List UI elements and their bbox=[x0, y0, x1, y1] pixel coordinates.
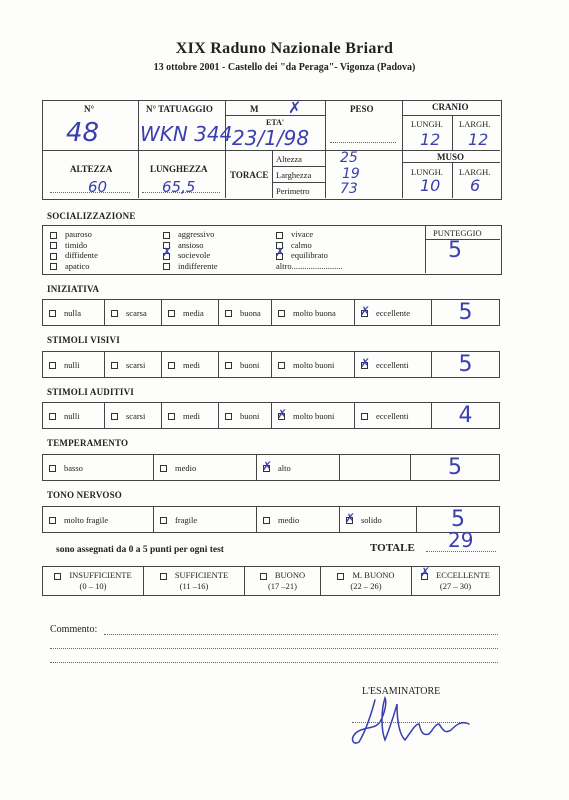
stimoli-visivi-score: 5 bbox=[458, 352, 473, 377]
torace-larghezza-label: Larghezza bbox=[276, 170, 312, 180]
stimoli-visivi-row: nulli scarsi medi buoni molto buoni ✗ eccellenti 5 bbox=[42, 351, 500, 378]
stimoli-auditivi-row: nulli scarsi medi buoni ✗ molto buoni eccellenti 4 bbox=[42, 402, 500, 429]
iniziativa-row: nulla scarsa media buona molto buona ✗ eccellente 5 bbox=[42, 299, 500, 326]
commento-label: Commento: bbox=[50, 624, 98, 635]
checkbox-timido[interactable] bbox=[50, 242, 57, 249]
checkbox-indifferente[interactable] bbox=[163, 263, 170, 270]
checkbox-auditivi-nulli[interactable] bbox=[49, 413, 56, 420]
checkbox-buono[interactable] bbox=[260, 573, 267, 580]
checkbox-auditivi-buoni[interactable] bbox=[225, 413, 232, 420]
tatuaggio-label: N° TATUAGGIO bbox=[146, 104, 213, 114]
checkbox-diffidente[interactable] bbox=[50, 253, 57, 260]
muso-largh-value: 6 bbox=[470, 176, 481, 195]
cranio-label: CRANIO bbox=[432, 102, 469, 112]
totale-label: TOTALE bbox=[370, 542, 415, 554]
checkbox-tono-molto-fragile[interactable] bbox=[49, 517, 56, 524]
checkbox-pauroso[interactable] bbox=[50, 232, 57, 239]
stimoli-visivi-title: STIMOLI VISIVI bbox=[47, 335, 120, 345]
altro-field[interactable]: altro........................ bbox=[276, 260, 343, 271]
muso-label: MUSO bbox=[437, 152, 464, 162]
checkbox-iniziativa-buona[interactable] bbox=[225, 310, 232, 317]
checkbox-auditivi-eccellenti[interactable] bbox=[361, 413, 368, 420]
checkbox-visivi-molto-buoni[interactable] bbox=[278, 362, 285, 369]
torace-perimetro-label: Perimetro bbox=[276, 186, 310, 196]
document-title: XIX Raduno Nazionale Briard bbox=[175, 40, 394, 57]
checkbox-insufficiente[interactable] bbox=[54, 573, 61, 580]
sesso-label: M bbox=[250, 104, 259, 114]
checkbox-tono-solido[interactable] bbox=[346, 517, 353, 524]
checkbox-apatico[interactable] bbox=[50, 263, 57, 270]
checkbox-visivi-eccellenti[interactable] bbox=[361, 362, 368, 369]
muso-lungh-label: LUNGH. bbox=[411, 167, 443, 177]
stimoli-auditivi-score: 4 bbox=[458, 403, 473, 428]
muso-largh-label: LARGH. bbox=[459, 167, 491, 177]
totale-value: 29 bbox=[448, 528, 474, 552]
eta-value: 23/1/98 bbox=[232, 126, 310, 150]
numero-label: N° bbox=[84, 104, 95, 114]
checkbox-eccellente[interactable] bbox=[421, 573, 428, 580]
checkbox-equilibrato[interactable] bbox=[276, 253, 283, 260]
checkbox-visivi-medi[interactable] bbox=[168, 362, 175, 369]
signature-scribble bbox=[345, 690, 485, 750]
checkbox-auditivi-molto-buoni[interactable] bbox=[278, 413, 285, 420]
commento-line-1[interactable] bbox=[104, 634, 498, 635]
cranio-lungh-label: LUNGH. bbox=[411, 119, 443, 129]
tatuaggio-value: WKN 344 bbox=[140, 122, 233, 146]
temperamento-title: TEMPERAMENTO bbox=[47, 438, 129, 448]
temperamento-score: 5 bbox=[448, 455, 462, 480]
checkbox-iniziativa-molto-buona[interactable] bbox=[278, 310, 285, 317]
commento-line-2[interactable] bbox=[50, 648, 498, 649]
checkbox-visivi-scarsi[interactable] bbox=[111, 362, 118, 369]
muso-lungh-value: 10 bbox=[420, 176, 441, 195]
checkbox-socievole[interactable] bbox=[163, 253, 170, 260]
checkbox-visivi-buoni[interactable] bbox=[225, 362, 232, 369]
checkbox-visivi-nulli[interactable] bbox=[49, 362, 56, 369]
esaminatore-label: L'ESAMINATORE bbox=[362, 686, 441, 697]
checkbox-auditivi-medi[interactable] bbox=[168, 413, 175, 420]
torace-altezza-label: Altezza bbox=[276, 154, 302, 164]
checkbox-vivace[interactable] bbox=[276, 232, 283, 239]
cranio-largh-label: LARGH. bbox=[459, 119, 491, 129]
checkbox-iniziativa-scarsa[interactable] bbox=[111, 310, 118, 317]
iniziativa-score: 5 bbox=[458, 300, 473, 325]
scoring-note: sono assegnati da 0 a 5 punti per ogni test bbox=[56, 545, 224, 555]
checkbox-auditivi-scarsi[interactable] bbox=[111, 413, 118, 420]
checkbox-iniziativa-nulla[interactable] bbox=[49, 310, 56, 317]
temperamento-row: basso medio ✗ alto 5 bbox=[42, 454, 500, 481]
checkbox-temperamento-basso[interactable] bbox=[49, 465, 56, 472]
eta-label: ETA' bbox=[266, 118, 285, 127]
checkbox-tono-medio[interactable] bbox=[263, 517, 270, 524]
checkbox-iniziativa-eccellente[interactable] bbox=[361, 310, 368, 317]
altezza-value: 60 bbox=[88, 178, 108, 196]
socializzazione-score: 5 bbox=[448, 238, 462, 263]
checkbox-iniziativa-media[interactable] bbox=[168, 310, 175, 317]
iniziativa-title: INIZIATIVA bbox=[47, 284, 100, 294]
commento-line-3[interactable] bbox=[50, 662, 498, 663]
peso-label: PESO bbox=[350, 104, 374, 114]
torace-label: TORACE bbox=[230, 170, 269, 180]
tono-nervoso-title: TONO NERVOSO bbox=[47, 490, 123, 500]
torace-altezza-value: 25 bbox=[340, 150, 358, 166]
numero-value: 48 bbox=[66, 118, 100, 148]
checkbox-tono-fragile[interactable] bbox=[160, 517, 167, 524]
lunghezza-value: 65,5 bbox=[162, 178, 196, 196]
socializzazione-col1: pauroso timido diffidente apatico bbox=[50, 229, 98, 271]
document-subtitle: 13 ottobre 2001 - Castello dei "da Peraga"- Vigonza (Padova) bbox=[153, 62, 416, 73]
tono-nervoso-row: molto fragile fragile medio ✗ solido 5 bbox=[42, 506, 500, 533]
socializzazione-title: SOCIALIZZAZIONE bbox=[47, 211, 136, 221]
punteggio-label: PUNTEGGIO bbox=[433, 228, 482, 238]
lunghezza-label: LUNGHEZZA bbox=[150, 164, 208, 174]
torace-perimetro-value: 73 bbox=[340, 181, 358, 197]
tono-nervoso-score: 5 bbox=[451, 507, 465, 532]
socializzazione-col3: vivace calmo ✗equilibrato altro........................ bbox=[276, 229, 343, 271]
grades-row: INSUFFICIENTE (0 – 10) SUFFICIENTE (11 –16) BUONO (17 –21) M. BUONO (22 – 26) ✗ECCELLENTE (27 – 30) bbox=[42, 566, 500, 596]
checkbox-temperamento-medio[interactable] bbox=[160, 465, 167, 472]
sesso-mark: ✗ bbox=[288, 98, 302, 117]
checkbox-sufficiente[interactable] bbox=[160, 573, 167, 580]
cranio-lungh-value: 12 bbox=[420, 130, 441, 149]
checkbox-m-buono[interactable] bbox=[337, 573, 344, 580]
torace-larghezza-value: 19 bbox=[342, 166, 360, 182]
stimoli-auditivi-title: STIMOLI AUDITIVI bbox=[47, 387, 134, 397]
checkbox-aggressivo[interactable] bbox=[163, 232, 170, 239]
socializzazione-col2: aggressivo ansioso ✗socievole indifferente bbox=[163, 229, 218, 271]
altezza-label: ALTEZZA bbox=[70, 164, 113, 174]
checkbox-temperamento-alto[interactable] bbox=[263, 465, 270, 472]
cranio-largh-value: 12 bbox=[468, 130, 489, 149]
